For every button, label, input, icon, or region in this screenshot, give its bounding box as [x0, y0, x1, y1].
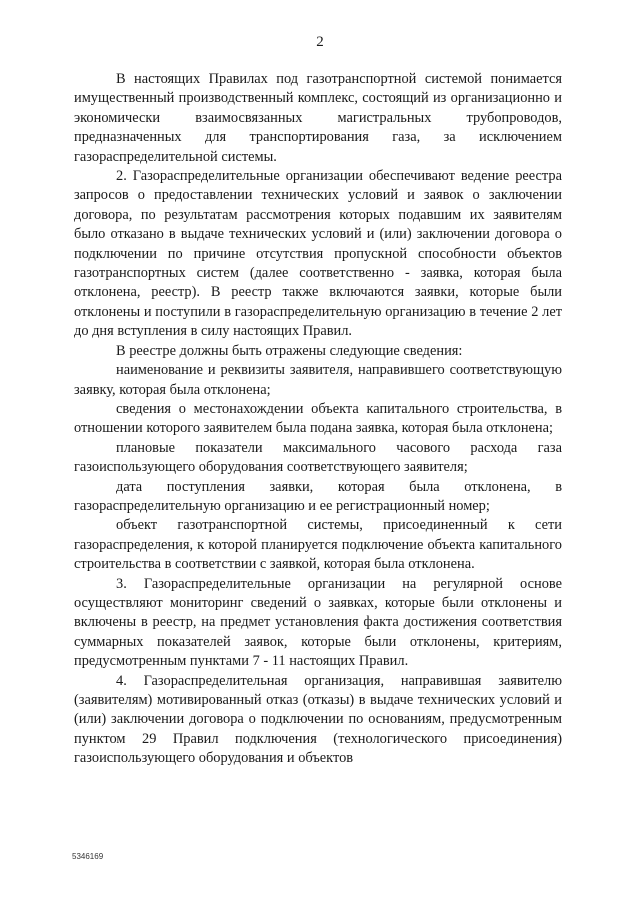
list-item-object-location: сведения о местонахождении объекта капитального строительства, в отношении которого заявителем была подана заявка, которая была отклонена;	[74, 400, 562, 437]
document-body	[74, 70, 562, 769]
paragraph-definition: В настоящих Правилах под газотранспортной системой понимается имущественный производственный комплекс, состоящий из организационно и экономически взаимосвязанных магистральных трубопроводов, предназначенных для транспортирования газа, за исключением газораспределительной системы.	[74, 71, 562, 165]
paragraph-registry-contents: В реестре должны быть отражены следующие сведения:	[116, 342, 463, 359]
paragraph-3-monitoring: 3. Газораспределительные организации на регулярной основе осуществляют мониторинг сведений о заявках, которые были отклонены и включены в реестр, на предмет установления факта достижения соответствия суммарных показателей заявок, которые были отклонены, критериям, предусмотренным пунктами 7 - 11 настоящих Правил.	[74, 575, 562, 670]
list-item-gas-consumption: плановые показатели максимального часового расхода газа газоиспользующего оборудования соответствующего заявителя;	[74, 439, 562, 476]
paragraph-2-registry: 2. Газораспределительные организации обеспечивают ведение реестра запросов о предоставлении технических условий и заявок о заключении договора, по результатам рассмотрения которых подавшим их заявителям было отказано в выдаче технических условий и (или) заключении договора о подключении по причине отсутствия пропускной способности объектов газотранспортных систем (далее соответственно - заявка, которая была отклонена, реестр). В реестр также включаются заявки, которые были отклонены и поступили в газораспределительную организацию в течение 2 лет до дня вступления в силу настоящих Правил.	[74, 168, 562, 340]
document-code: 5346169	[72, 852, 104, 861]
list-item-gas-system-object: объект газотранспортной системы, присоединенный к сети газораспределения, к которой планируется подключение объекта капитального строительства в соответствии с заявкой, которая была отклонена.	[74, 517, 562, 573]
page-number: 2	[316, 34, 324, 50]
paragraph-4-refusal: 4. Газораспределительная организация, направившая заявителю (заявителям) мотивированный отказ (отказы) в выдаче технических условий и (или) заключении договора о подключении по основаниям, предусмотренным пунктом 29 Правил подключения (технологического присоединения) газоиспользующего оборудования и объектов	[74, 672, 562, 767]
list-item-receipt-date: дата поступления заявки, которая была отклонена, в газораспределительную организацию и ее регистрационный номер;	[74, 478, 562, 514]
list-item-applicant-name: наименование и реквизиты заявителя, направившего соответствующую заявку, которая была отклонена;	[74, 362, 562, 398]
